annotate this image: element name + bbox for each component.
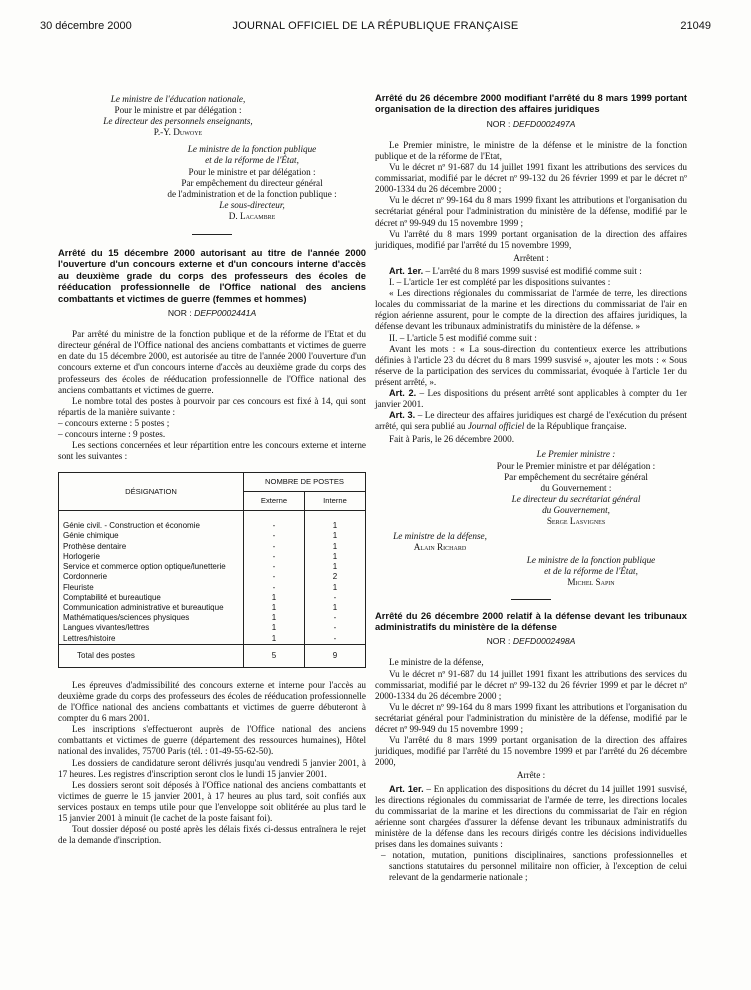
row-designation: Communication administrative et bureautique — [59, 603, 244, 613]
paragraph: Par arrêté du ministre de la fonction publique et de la réforme de l'Etat et du directeur général de l'Office national des anciens combattants et victimes de guerre en date du 15 décembre 2000, est autorisée au titre de l'année 2000 l'ouverture d'un concours externe et d'un concours interne d'accès au deuxième grade du corps des professeurs des écoles de rééducation professionnelle de l'Office national des anciens combattants et victimes de guerre. — [58, 329, 366, 395]
journal-name: Journal officiel — [467, 421, 525, 432]
article-text: – En application des dispositions du décret du 14 juillet 1991 susvisé, les directions régionales du commissariat de l'armée de terre, les directions locales du commissariat de la marine et les directions du commissariat de l'air en région aérienne sont chargées d'assurer la défense devant les tribunaux administratifs du ministère de la défense dans les recours dirigés contre les décisions individuelles prises dans les domaines suivants : — [375, 783, 687, 849]
signature-lines — [138, 144, 366, 222]
paragraph: Vu l'arrêté du 8 mars 1999 portant organisation de la direction des affaires juridiques, modifié par l'arrêté du 15 novembre 1999, — [375, 228, 687, 250]
arrete-title: Arrêté du 26 décembre 2000 modifiant l'arrêté du 8 mars 1999 portant organisation de la direction des affaires juridiques — [375, 92, 687, 115]
row-externe: 1 — [244, 613, 305, 623]
signature-lines — [78, 94, 278, 138]
nor-label: NOR : — [167, 308, 192, 319]
nor-reference — [375, 119, 687, 130]
signature-line: Le ministre de l'éducation nationale, — [110, 94, 246, 104]
table-row — [59, 634, 366, 645]
row-interne: 1 — [305, 603, 366, 613]
table-row — [59, 572, 366, 582]
signature-lines — [465, 449, 687, 527]
row-interne: 1 — [305, 531, 366, 541]
row-designation: Fleuriste — [59, 583, 244, 593]
signature-line: Pour le Premier ministre et par délégation : — [496, 460, 656, 471]
row-externe: - — [244, 583, 305, 593]
article-label: Art. 1er. — [389, 265, 424, 276]
header-journal-title: JOURNAL OFFICIEL DE LA RÉPUBLIQUE FRANÇAISE — [232, 20, 519, 32]
article — [375, 410, 687, 432]
row-externe: 1 — [244, 634, 305, 645]
separator-rule — [192, 234, 232, 235]
signature-line: Le Premier ministre : — [536, 449, 616, 460]
signature-block-defense — [375, 531, 505, 553]
paragraph: Vu le décret nº 91-687 du 14 juillet 1991 fixant les attributions des services du commissariat, modifié par le décret nº 99-132 du 26 février 1999 et par le décret nº 2000-1334 du 26 décembre 2000 ; — [375, 162, 687, 195]
row-externe: - — [244, 542, 305, 552]
paragraph: Les épreuves d'admissibilité des concours externe et interne pour l'accès au deuxième grade du corps des professeurs des écoles de rééducation professionnelle de l'Office national des anciens combattants et victimes de guerre débuteront à compter du 6 mars 2001. — [58, 679, 366, 724]
paragraph: I. – L'article 1er est complété par les dispositions suivantes : — [389, 277, 611, 288]
row-designation: Génie chimique — [59, 531, 244, 541]
row-designation: Comptabilité et bureautique — [59, 593, 244, 603]
row-interne: 2 — [305, 572, 366, 582]
arrete-heading: Arrête : — [516, 770, 546, 781]
paragraph: « Les directions régionales du commissariat de l'armée de terre, les directions locales du commissariat de la marine et les directions du commissariat de l'air en région aérienne assurent, pour le compte de la direction des affaires juridiques, la défense devant les tribunaux administratifs du ministère de la défense. » — [375, 288, 687, 332]
signature-block-premier-ministre — [375, 449, 687, 527]
signature-line: Le directeur du secrétariat général — [511, 493, 641, 504]
signature-line: Par empêchement du secrétaire général — [504, 471, 648, 482]
nor-code: DEFD0002498A — [512, 636, 576, 647]
right-column — [375, 92, 687, 883]
column-header-interne: Interne — [305, 492, 366, 511]
row-externe: - — [244, 531, 305, 541]
paragraph: Les inscriptions s'effectueront auprès de l'Office national des anciens combattants et victimes de guerre (département des ressources humaines), Hôtel national des invalides, 75700 Paris (tél. : 01-49-55-62-50). — [58, 724, 366, 757]
table-row — [59, 542, 366, 552]
signature-line: P.-Y. Duwoye — [153, 127, 203, 138]
signature-name: Alain Richard — [413, 542, 467, 553]
row-externe: 1 — [244, 603, 305, 613]
column-header-externe: Externe — [244, 492, 305, 511]
paragraph: Vu le décret nº 99-164 du 8 mars 1999 fixant les attributions et l'organisation du secrétariat général pour l'administration du ministère de la défense, modifié par le décret nº 99-949 du 15 novembre 1999 ; — [375, 701, 687, 735]
row-designation: Génie civil. - Construction et économie — [59, 521, 244, 531]
row-interne: - — [305, 593, 366, 603]
table-row — [59, 552, 366, 562]
signature-line: Le ministre de la fonction publique — [526, 555, 656, 566]
signature-line: Michel Sapin — [567, 577, 615, 588]
row-interne: - — [305, 634, 366, 645]
row-externe: 1 — [244, 593, 305, 603]
row-designation: Lettres/histoire — [59, 634, 244, 645]
signature-line: et de la réforme de l'État, — [544, 566, 638, 577]
paragraph: Le Premier ministre, le ministre de la défense et le ministre de la fonction publique et de la réforme de l'Etat, — [375, 139, 687, 161]
paragraph: Le ministre de la défense, — [389, 657, 484, 668]
total-label: Total des postes — [59, 644, 244, 667]
signature-line: Pour le ministre et par délégation : — [188, 166, 316, 177]
row-designation: Cordonnerie — [59, 572, 244, 582]
list-item: – notation, mutation, punitions disciplinaires, sanctions professionnelles et sanctions statutaires du personnel militaire non officier, à l'exception de celui relevant de la gendarmerie nationale ; — [381, 850, 687, 883]
nor-code: DEFP0002441A — [194, 308, 257, 319]
row-designation: Horlogerie — [59, 552, 244, 562]
row-interne: - — [305, 623, 366, 633]
table-row — [59, 593, 366, 603]
signature-line: Pour le ministre et par délégation : — [114, 105, 242, 116]
signature-line: du Gouvernement, — [542, 504, 610, 515]
row-designation: Prothèse dentaire — [59, 542, 244, 552]
table-row — [59, 613, 366, 623]
table-row — [59, 531, 366, 541]
paragraph: Vu le décret nº 91-687 du 14 juillet 1991 fixant les attributions des services du commissariat, modifié par le décret nº 99-132 du 26 février 1999 et par le décret nº 2000-1334 du 26 décembre 2000 ; — [375, 668, 687, 701]
signature-line: Serge Lasvignes — [546, 516, 606, 526]
paragraph: Les dossiers de candidature seront délivrés jusqu'au vendredi 5 janvier 2001, à 17 heures. Les registres d'inscription seront clos le lundi 15 janvier 2001. — [58, 757, 366, 779]
signature-block-fonction-publique — [58, 144, 366, 222]
paragraph: Le nombre total des postes à pourvoir par ces concours est fixé à 14, qui sont répartis de la manière suivante : — [58, 395, 366, 417]
row-externe: 1 — [244, 623, 305, 633]
paragraph: Avant les mots : « La sous-direction du contentieux exerce les attributions définies à l'article 23 du décret du 8 mars 1999 susvisé », ajouter les mots : « Sous réserve de la participation des services du commissariat, évoquée à l'article 1er du présent arrêté, ». — [375, 343, 687, 387]
nor-label: NOR : — [486, 118, 511, 129]
arrete-title: Arrêté du 26 décembre 2000 relatif à la défense devant les tribunaux administratifs du ministère de la défense — [375, 609, 687, 632]
row-interne: 1 — [305, 542, 366, 552]
article-label: Art. 1er. — [389, 783, 424, 794]
signature-title: Le ministre de la défense, — [393, 531, 487, 542]
table-row — [59, 623, 366, 633]
fait-a: Fait à Paris, le 26 décembre 2000. — [389, 434, 515, 445]
arretent-heading: Arrêtent : — [513, 252, 549, 263]
row-externe: - — [244, 572, 305, 582]
table-row — [59, 583, 366, 593]
row-designation: Langues vivantes/lettres — [59, 623, 244, 633]
arrete-title: Arrêté du 15 décembre 2000 autorisant au titre de l'année 2000 l'ouverture d'un concours externe et d'un concours interne d'accès au deuxième grade du corps des professeurs des écoles de rééducation professionnelle de l'Office national des anciens combattants et victimes de guerre (femmes et hommes) — [58, 247, 366, 304]
table-row — [59, 521, 366, 531]
list-item: – concours externe : 5 postes ; — [58, 417, 170, 428]
table-total-row — [59, 644, 366, 667]
signature-block-education — [58, 94, 278, 138]
column-header-group: NOMBRE DE POSTES — [244, 473, 366, 492]
row-interne: - — [305, 613, 366, 623]
article — [375, 784, 687, 851]
article-text: – L'arrêté du 8 mars 1999 susvisé est modifié comme suit : — [423, 265, 642, 276]
signature-line: Le sous-directeur, — [219, 199, 285, 210]
table-row — [59, 562, 366, 572]
signature-lines — [495, 555, 687, 588]
separator-rule — [511, 599, 551, 600]
paragraph: Vu le décret nº 99-164 du 8 mars 1999 fixant les attributions et l'organisation du secrétariat général pour l'administration du ministère de la défense, modifié par le décret nº 99-949 du 15 novembre 1999 ; — [375, 195, 687, 228]
total-externe: 5 — [244, 644, 305, 667]
paragraph: Les sections concernées et leur répartition entre les concours externe et interne sont les suivantes : — [58, 440, 366, 462]
article — [375, 388, 687, 410]
row-designation: Mathématiques/sciences physiques — [59, 613, 244, 623]
row-interne: 1 — [305, 552, 366, 562]
header-date: 30 décembre 2000 — [40, 20, 132, 32]
row-interne: 1 — [305, 521, 366, 531]
signature-line: D. Lacambre — [228, 210, 276, 221]
column-header-designation: DÉSIGNATION — [59, 473, 244, 511]
article-text: – Les dispositions du présent arrêté sont applicables à compter du 1er janvier 2001. — [375, 387, 687, 410]
left-column — [58, 94, 366, 846]
row-externe: - — [244, 521, 305, 531]
row-interne: 1 — [305, 562, 366, 572]
article-label: Art. 3. — [389, 410, 416, 421]
article-text: de la République française. — [524, 421, 627, 432]
header-page-number: 21049 — [680, 20, 711, 32]
signature-line: et de la réforme de l'État, — [205, 155, 299, 166]
paragraph: Vu l'arrêté du 8 mars 1999 portant organisation de la direction des affaires juridiques, modifié par l'arrêté du 15 novembre 1999 et par l'arrêté du 26 décembre 2000, — [375, 735, 687, 768]
total-interne: 9 — [305, 644, 366, 667]
list-item: – concours interne : 9 postes. — [58, 429, 166, 439]
signature-line: Le ministre de la fonction publique — [187, 144, 317, 155]
nor-reference — [375, 636, 687, 647]
signature-block-fonction-publique — [375, 555, 687, 588]
signature-line: Par empêchement du directeur général — [181, 177, 323, 188]
signature-line: Le directeur des personnels enseignants, — [103, 116, 253, 127]
row-interne: 1 — [305, 583, 366, 593]
paragraph: Tout dossier déposé ou posté après les délais fixés ci-dessus entraînera le rejet de la demande d'inscription. — [58, 824, 366, 846]
nor-label: NOR : — [486, 636, 511, 647]
article-label: Art. 2. — [389, 387, 417, 398]
table-row — [59, 603, 366, 613]
signature-line: du Gouvernement : — [540, 482, 612, 493]
row-externe: - — [244, 562, 305, 572]
nor-reference — [58, 308, 366, 319]
article-text: – Le directeur des affaires juridiques est chargé de l'exécution du présent arrêté, qui sera publié au — [375, 410, 687, 432]
article — [375, 266, 687, 277]
postes-table — [58, 472, 366, 668]
row-designation: Service et commerce option optique/lunetterie — [59, 562, 244, 572]
signature-line: de l'administration et de la fonction publique : — [167, 188, 337, 199]
paragraph: Les dossiers seront soit déposés à l'Office national des anciens combattants et victimes de guerre le 15 janvier 2001, à 17 heures au plus tard, soit confiés aux services postaux en temps utile pour que l'enveloppe soit oblitérée au plus tard le 15 janvier 2001 à minuit (le cachet de la poste faisant foi). — [58, 779, 366, 824]
running-header — [40, 20, 711, 34]
nor-code: DEFD0002497A — [512, 118, 576, 129]
row-externe: - — [244, 552, 305, 562]
paragraph: II. – L'article 5 est modifié comme suit : — [389, 332, 537, 343]
